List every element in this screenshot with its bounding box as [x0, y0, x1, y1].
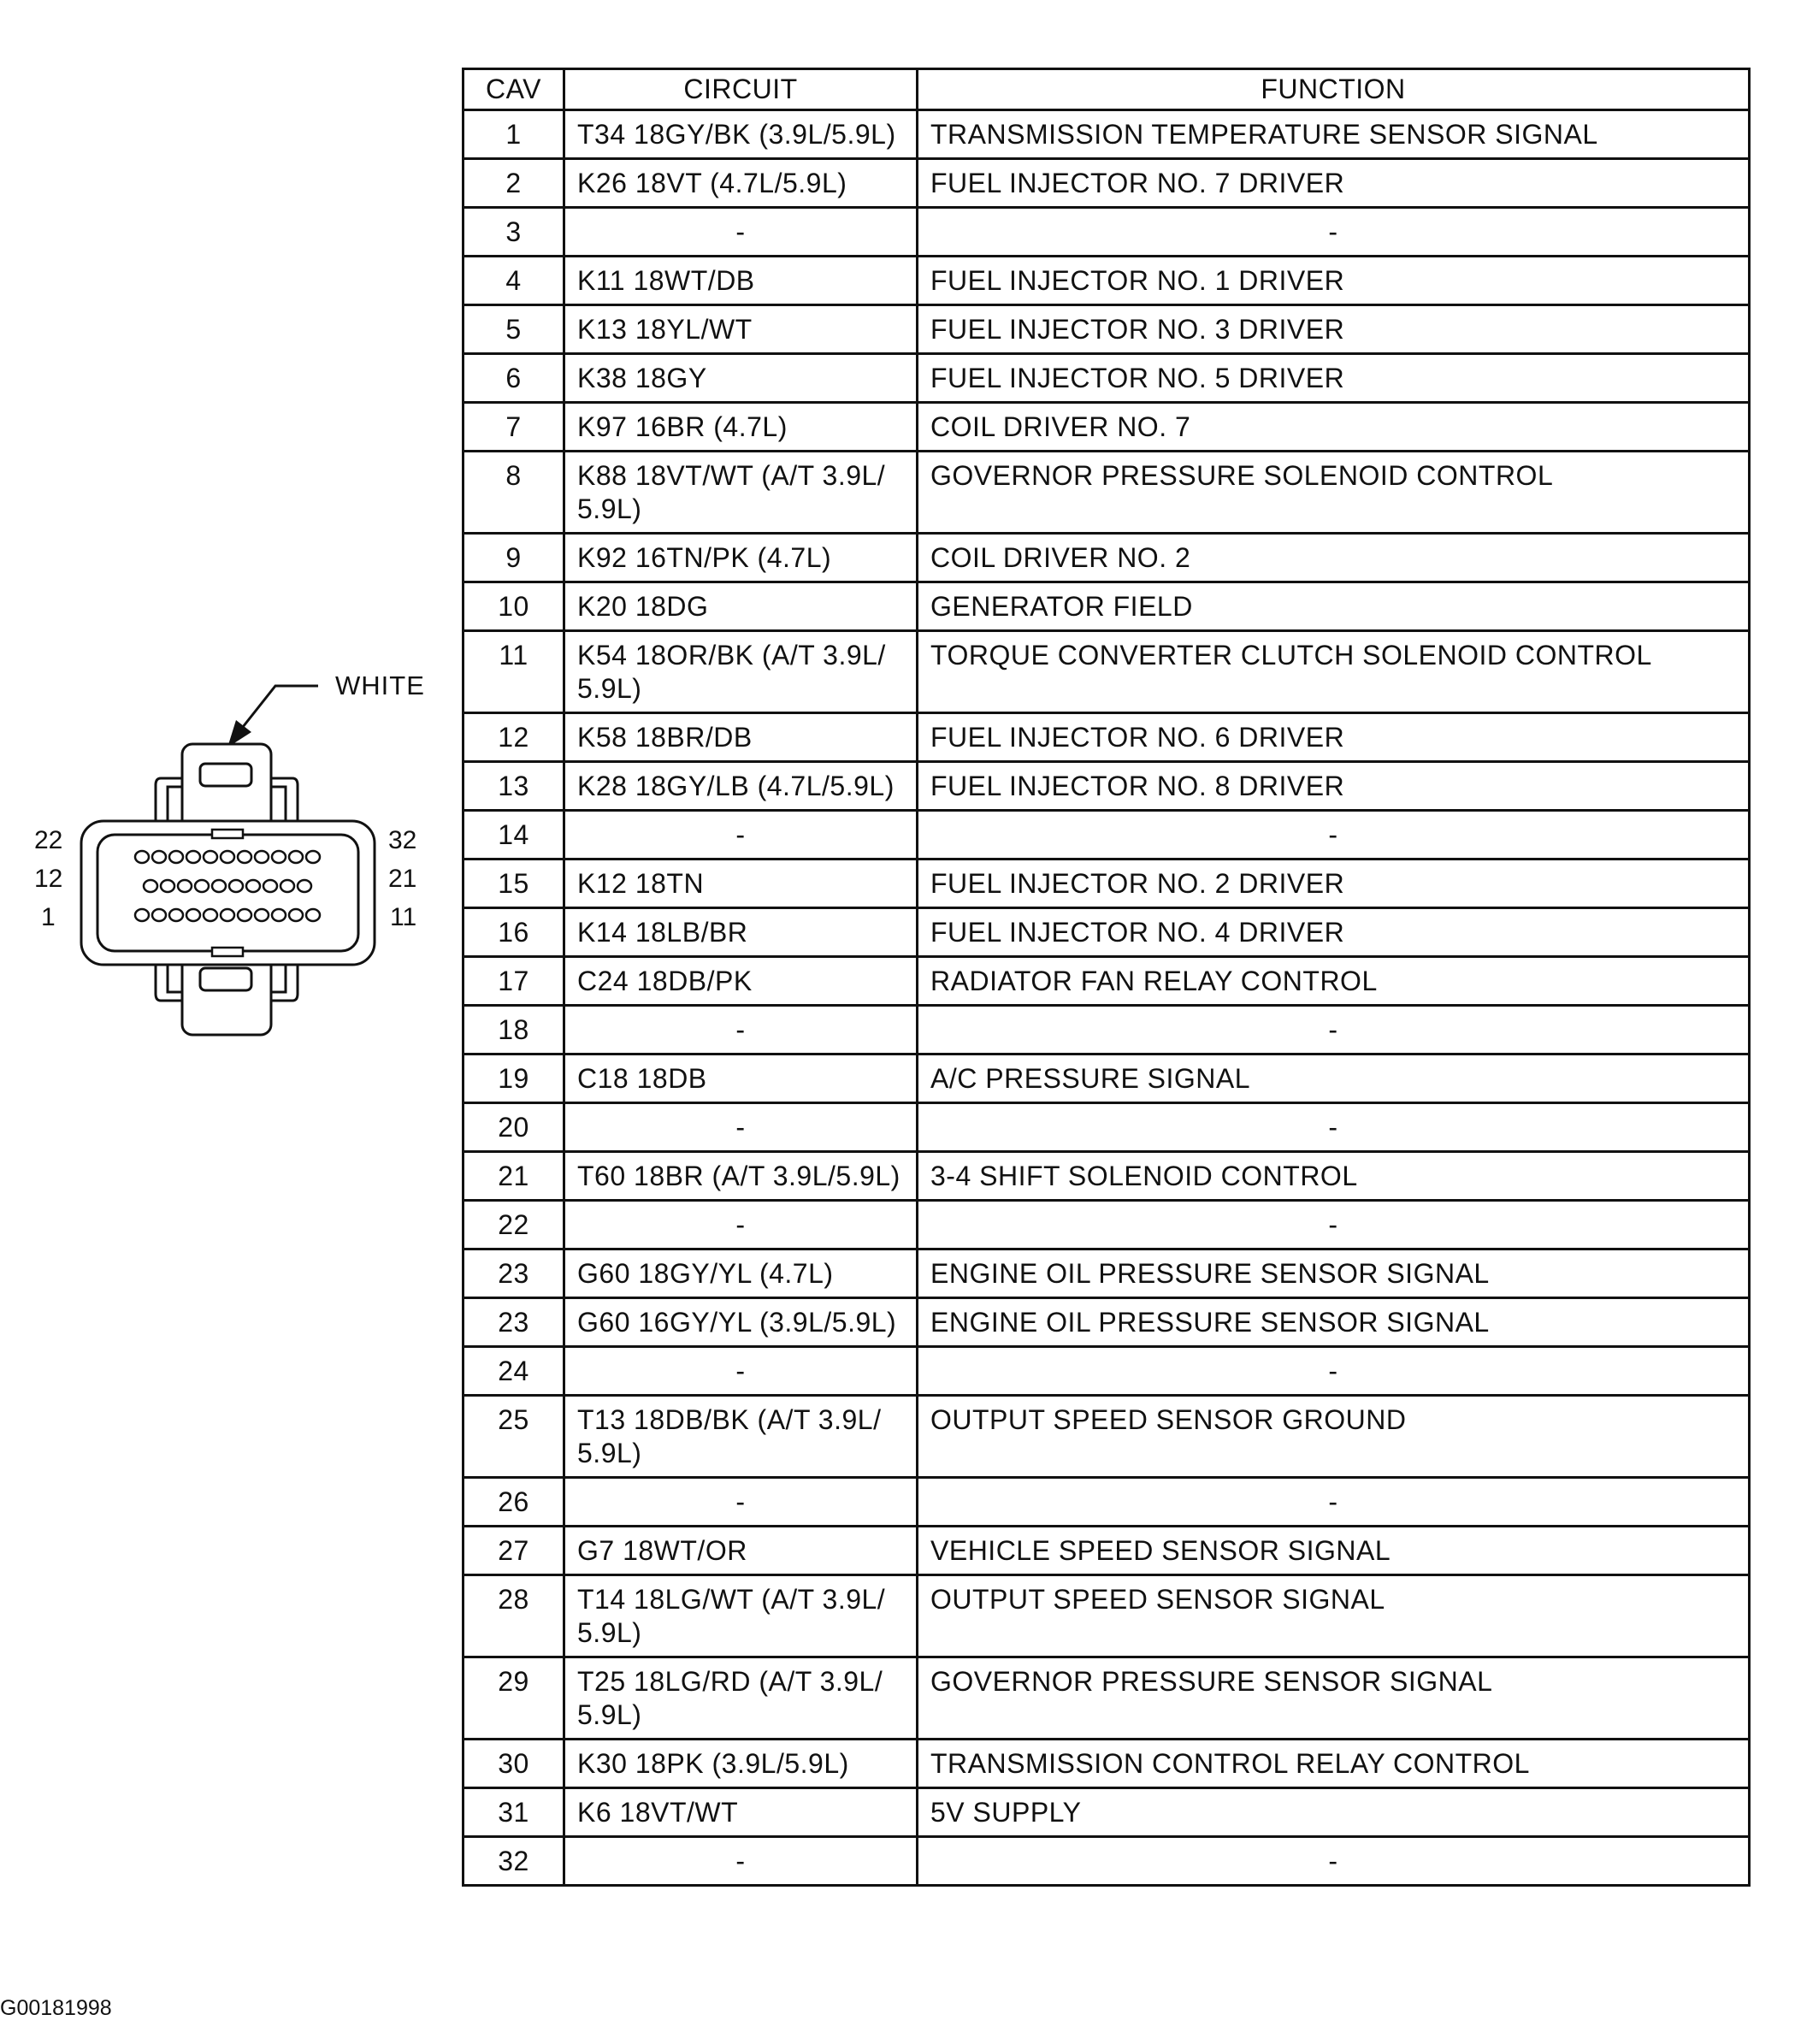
cav-cell: 28 [464, 1575, 564, 1657]
table-row [464, 305, 1750, 354]
table-row [464, 1788, 1750, 1837]
table-row [464, 257, 1750, 305]
function-cell: - [918, 811, 1750, 860]
table-row [464, 957, 1750, 1006]
cav-cell: 19 [464, 1054, 564, 1103]
table-row [464, 452, 1750, 534]
function-cell: FUEL INJECTOR NO. 3 DRIVER [918, 305, 1750, 354]
connector-pin-cavity [204, 851, 217, 863]
connector-pin-cavity [212, 880, 226, 892]
connector-pin-cavity [169, 851, 183, 863]
function-cell: GENERATOR FIELD [918, 582, 1750, 631]
table-row [464, 110, 1750, 159]
top-key [212, 830, 243, 838]
connector-pin-cavity [289, 909, 303, 921]
table-row [464, 1527, 1750, 1575]
top-latch-window [200, 764, 251, 786]
circuit-cell: K28 18GY/LB (4.7L/5.9L) [564, 762, 918, 811]
circuit-cell: - [564, 1201, 918, 1249]
bottom-key [212, 948, 243, 956]
connector-pin-cavity [221, 851, 234, 863]
cav-cell: 7 [464, 403, 564, 452]
function-cell: 5V SUPPLY [918, 1788, 1750, 1837]
circuit-cell: - [564, 1347, 918, 1396]
function-cell: GOVERNOR PRESSURE SOLENOID CONTROL [918, 452, 1750, 534]
table-row [464, 762, 1750, 811]
circuit-cell: K20 18DG [564, 582, 918, 631]
circuit-cell: T34 18GY/BK (3.9L/5.9L) [564, 110, 918, 159]
table-row [464, 1478, 1750, 1527]
table-row [464, 811, 1750, 860]
circuit-cell: T25 18LG/RD (A/T 3.9L/ 5.9L) [564, 1657, 918, 1740]
function-cell: FUEL INJECTOR NO. 7 DRIVER [918, 159, 1750, 208]
circuit-cell: K97 16BR (4.7L) [564, 403, 918, 452]
connector-pin-cavity [280, 880, 294, 892]
connector-diagram [26, 659, 428, 1069]
cav-cell: 25 [464, 1396, 564, 1478]
cav-cell: 27 [464, 1527, 564, 1575]
cav-cell: 1 [464, 110, 564, 159]
table-row [464, 208, 1750, 257]
circuit-cell: K30 18PK (3.9L/5.9L) [564, 1740, 918, 1788]
connector-pin-cavity [272, 851, 286, 863]
function-cell: - [918, 1478, 1750, 1527]
cav-cell: 15 [464, 860, 564, 908]
connector-pin-cavity [152, 851, 166, 863]
circuit-cell: K58 18BR/DB [564, 713, 918, 762]
function-cell: - [918, 1201, 1750, 1249]
function-cell: 3-4 SHIFT SOLENOID CONTROL [918, 1152, 1750, 1201]
circuit-cell: - [564, 811, 918, 860]
function-cell: A/C PRESSURE SIGNAL [918, 1054, 1750, 1103]
connector-color-label: WHITE [335, 671, 425, 700]
function-cell: - [918, 1006, 1750, 1054]
function-cell: RADIATOR FAN RELAY CONTROL [918, 957, 1750, 1006]
header-cav: CAV [464, 69, 564, 110]
connector-pin-cavity [306, 909, 320, 921]
table-row [464, 713, 1750, 762]
connector-pin-cavity [178, 880, 192, 892]
table-row [464, 1347, 1750, 1396]
function-cell: - [918, 1837, 1750, 1886]
cav-cell: 16 [464, 908, 564, 957]
circuit-cell: K11 18WT/DB [564, 257, 918, 305]
circuit-cell: K38 18GY [564, 354, 918, 403]
circuit-cell: G60 18GY/YL (4.7L) [564, 1249, 918, 1298]
circuit-cell: K6 18VT/WT [564, 1788, 918, 1837]
cav-cell: 26 [464, 1478, 564, 1527]
function-cell: COIL DRIVER NO. 2 [918, 534, 1750, 582]
table-header-row [464, 69, 1750, 110]
function-cell: FUEL INJECTOR NO. 6 DRIVER [918, 713, 1750, 762]
circuit-cell: C24 18DB/PK [564, 957, 918, 1006]
connector-pin-cavity [255, 851, 269, 863]
cav-cell: 17 [464, 957, 564, 1006]
table-row [464, 1006, 1750, 1054]
circuit-cell: G60 16GY/YL (3.9L/5.9L) [564, 1298, 918, 1347]
function-cell: TORQUE CONVERTER CLUTCH SOLENOID CONTROL [918, 631, 1750, 713]
function-cell: FUEL INJECTOR NO. 8 DRIVER [918, 762, 1750, 811]
function-cell: GOVERNOR PRESSURE SENSOR SIGNAL [918, 1657, 1750, 1740]
connector-pin-cavity [272, 909, 286, 921]
circuit-cell: - [564, 1103, 918, 1152]
connector-pin-cavity [255, 909, 269, 921]
circuit-cell: T13 18DB/BK (A/T 3.9L/ 5.9L) [564, 1396, 918, 1478]
figure-id: G00181998 [0, 1996, 112, 2020]
function-cell: ENGINE OIL PRESSURE SENSOR SIGNAL [918, 1298, 1750, 1347]
connector-pin-cavity [306, 851, 320, 863]
cav-cell: 29 [464, 1657, 564, 1740]
connector-pin-table [462, 68, 1751, 1887]
connector-pin-cavity [238, 851, 251, 863]
cav-cell: 23 [464, 1298, 564, 1347]
table-row [464, 582, 1750, 631]
header-function: FUNCTION [918, 69, 1750, 110]
cav-cell: 31 [464, 1788, 564, 1837]
left-row-number-middle: 12 [34, 865, 63, 893]
table-row [464, 1575, 1750, 1657]
function-cell: TRANSMISSION TEMPERATURE SENSOR SIGNAL [918, 110, 1750, 159]
connector-pin-cavity [169, 909, 183, 921]
table-row [464, 534, 1750, 582]
cav-cell: 8 [464, 452, 564, 534]
circuit-cell: G7 18WT/OR [564, 1527, 918, 1575]
cav-cell: 4 [464, 257, 564, 305]
circuit-cell: T60 18BR (A/T 3.9L/5.9L) [564, 1152, 918, 1201]
table-row [464, 1054, 1750, 1103]
table-row [464, 1740, 1750, 1788]
circuit-cell: K26 18VT (4.7L/5.9L) [564, 159, 918, 208]
right-row-number-top: 32 [388, 826, 417, 854]
bottom-latch-window [200, 968, 251, 990]
function-cell: FUEL INJECTOR NO. 1 DRIVER [918, 257, 1750, 305]
connector-pin-cavity [229, 880, 243, 892]
cav-cell: 11 [464, 631, 564, 713]
connector-pin-cavity [135, 909, 149, 921]
cav-cell: 9 [464, 534, 564, 582]
function-cell: - [918, 208, 1750, 257]
table-row [464, 1201, 1750, 1249]
connector-pin-cavity [246, 880, 260, 892]
circuit-cell: K54 18OR/BK (A/T 3.9L/ 5.9L) [564, 631, 918, 713]
connector-pin-cavity [152, 909, 166, 921]
table-row [464, 631, 1750, 713]
table-row [464, 403, 1750, 452]
right-row-number-middle: 21 [388, 865, 417, 893]
right-row-number-bottom: 11 [390, 903, 417, 931]
cav-cell: 32 [464, 1837, 564, 1886]
function-cell: VEHICLE SPEED SENSOR SIGNAL [918, 1527, 1750, 1575]
table-row [464, 1298, 1750, 1347]
table-row [464, 1837, 1750, 1886]
function-cell: COIL DRIVER NO. 7 [918, 403, 1750, 452]
table-row [464, 1396, 1750, 1478]
cav-cell: 6 [464, 354, 564, 403]
table-row [464, 159, 1750, 208]
table-row [464, 1249, 1750, 1298]
table-row [464, 1103, 1750, 1152]
circuit-cell: T14 18LG/WT (A/T 3.9L/ 5.9L) [564, 1575, 918, 1657]
cav-cell: 30 [464, 1740, 564, 1788]
table-row [464, 354, 1750, 403]
connector-pin-cavity [238, 909, 251, 921]
connector-pin-cavity [195, 880, 209, 892]
cav-cell: 3 [464, 208, 564, 257]
table-row [464, 1657, 1750, 1740]
connector-pin-cavity [298, 880, 311, 892]
function-cell: FUEL INJECTOR NO. 5 DRIVER [918, 354, 1750, 403]
circuit-cell: K13 18YL/WT [564, 305, 918, 354]
circuit-cell: K88 18VT/WT (A/T 3.9L/ 5.9L) [564, 452, 918, 534]
cav-cell: 23 [464, 1249, 564, 1298]
connector-pin-cavity [204, 909, 217, 921]
function-cell: FUEL INJECTOR NO. 4 DRIVER [918, 908, 1750, 957]
connector-pin-cavity [186, 909, 200, 921]
circuit-cell: - [564, 1837, 918, 1886]
cav-cell: 2 [464, 159, 564, 208]
connector-pin-cavity [289, 851, 303, 863]
circuit-cell: - [564, 1006, 918, 1054]
connector-pin-cavity [135, 851, 149, 863]
connector-face-drawing [26, 659, 428, 1069]
cav-cell: 10 [464, 582, 564, 631]
cav-cell: 20 [464, 1103, 564, 1152]
table-row [464, 860, 1750, 908]
color-label-leader-line [243, 686, 318, 727]
connector-pin-cavity [144, 880, 157, 892]
header-circuit: CIRCUIT [564, 69, 918, 110]
function-cell: OUTPUT SPEED SENSOR GROUND [918, 1396, 1750, 1478]
circuit-cell: - [564, 1478, 918, 1527]
left-row-number-bottom: 1 [41, 903, 56, 931]
connector-pin-cavity [221, 909, 234, 921]
circuit-cell: - [564, 208, 918, 257]
table-body [464, 110, 1750, 1886]
function-cell: OUTPUT SPEED SENSOR SIGNAL [918, 1575, 1750, 1657]
function-cell: FUEL INJECTOR NO. 2 DRIVER [918, 860, 1750, 908]
cav-cell: 22 [464, 1201, 564, 1249]
connector-pin-cavity [263, 880, 277, 892]
connector-pin-cavity [161, 880, 174, 892]
cav-cell: 12 [464, 713, 564, 762]
left-row-number-top: 22 [34, 826, 63, 854]
function-cell: - [918, 1103, 1750, 1152]
table-row [464, 908, 1750, 957]
connector-pin-cavity [186, 851, 200, 863]
cav-cell: 14 [464, 811, 564, 860]
cav-cell: 13 [464, 762, 564, 811]
cav-cell: 5 [464, 305, 564, 354]
cav-cell: 21 [464, 1152, 564, 1201]
circuit-cell: K12 18TN [564, 860, 918, 908]
function-cell: TRANSMISSION CONTROL RELAY CONTROL [918, 1740, 1750, 1788]
circuit-cell: K14 18LB/BR [564, 908, 918, 957]
circuit-cell: K92 16TN/PK (4.7L) [564, 534, 918, 582]
table-row [464, 1152, 1750, 1201]
cav-cell: 24 [464, 1347, 564, 1396]
circuit-cell: C18 18DB [564, 1054, 918, 1103]
function-cell: - [918, 1347, 1750, 1396]
function-cell: ENGINE OIL PRESSURE SENSOR SIGNAL [918, 1249, 1750, 1298]
cav-cell: 18 [464, 1006, 564, 1054]
